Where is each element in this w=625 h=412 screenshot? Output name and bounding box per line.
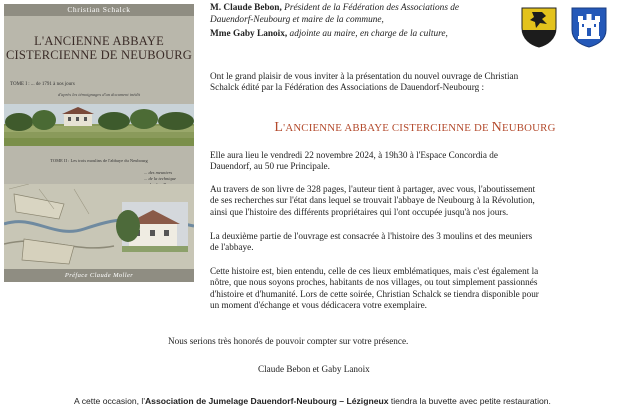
book-cover: [4, 4, 194, 282]
neubourg-crest-icon: [570, 6, 608, 48]
description-line: de ses recherches sur l'état dans lequel se trouvait l'abbaye de Neubourg à la Révolution,: [210, 195, 535, 206]
book-title-initial-n: N: [491, 120, 502, 135]
part2-paragraph: [210, 231, 532, 254]
event-line: Elle aura lieu le vendredi 22 novembre 2024, à 19h30 à l'Espace Concordia de: [210, 150, 498, 160]
header-role-lanoix: adjointe au maire, en charge de la culture,: [289, 29, 448, 39]
cover-title-line1: L'ANCIENNE ABBAYE: [34, 34, 164, 48]
intro-paragraph: [210, 71, 518, 94]
cover-tome2-item: ... de la technique: [144, 176, 176, 181]
event-paragraph: [210, 150, 498, 173]
footer-association: Association de Jumelage Dauendorf-Neubourg – Lézigneux: [144, 396, 389, 406]
part2-line: de l'abbaye.: [210, 242, 254, 253]
intro-line: Ont le grand plaisir de vous inviter à la présentation du nouvel ouvrage de Christian: [210, 71, 519, 81]
header-role-bebon: Président de la Fédération des Associations de: [284, 3, 460, 13]
footer-note: [0, 396, 625, 406]
header-name-bebon: M. Claude Bebon,: [210, 3, 282, 13]
cover-tome1-subtitle: d'après les témoignages d'un document inédit: [57, 92, 141, 97]
closing-text: Nous serions très honorés de pouvoir compter sur votre présence.: [168, 336, 409, 346]
part2-line: La deuxième partie de l'ouvrage est consacrée à l'histoire des 3 moulins et des meuniers: [210, 231, 533, 241]
cover-author: Christian Schalck: [4, 4, 194, 16]
footer-prefix: A cette occasion, l': [74, 396, 145, 406]
event-line: Dauendorf, au 50 rue Principale.: [210, 161, 330, 172]
cover-preface: Préface Claude Moller: [4, 269, 194, 282]
signature: [258, 364, 370, 375]
cover-tome2-item: ... des meuniers: [144, 170, 173, 175]
cover-title-line2: CISTERCIENNE DE NEUBOURG: [5, 48, 193, 62]
historic-map-illustration: [4, 184, 194, 269]
header-role-bebon-cont: Dauendorf-Neubourg et maire de la commune,: [210, 15, 384, 25]
abbey-photo: [4, 104, 194, 146]
footer-suffix: tiendra la buvette avec petite restauration.: [388, 396, 551, 406]
book-title-initial-l: L: [274, 120, 284, 135]
history-line: d'histoire et d'humanité. Lors de cette soirée, Christian Schalck se tiendra disponible pour: [210, 288, 539, 299]
description-paragraph: [210, 184, 535, 218]
cover-title: [4, 34, 194, 62]
header-line2: [210, 15, 384, 26]
book-title-part2: EUBOURG: [501, 122, 556, 134]
description-line: Au travers de son livre de 328 pages, l'auteur tient à partager, avec vous, l'aboutissement: [210, 184, 536, 194]
history-line: nôtre, que nous soyons proches, habitants de nos villages, ou tout simplement passionnés: [210, 277, 538, 288]
history-line: Cette histoire est, bien entendu, celle de ces lieux emblématiques, mais c'est également la: [210, 266, 539, 276]
signature-text: Claude Bebon et Gaby Lanoix: [258, 364, 370, 374]
history-paragraph: [210, 266, 539, 311]
description-line: ainsi que l'histoire des différents propriétaires qui l'ont occupée jusqu'à nos jours.: [210, 206, 509, 217]
book-title: [210, 120, 620, 136]
book-title-part1: 'ANCIENNE ABBAYE CISTERCIENNE DE: [283, 122, 492, 134]
history-line: un moment d'échange et vous dédicacera votre exemplaire.: [210, 299, 427, 310]
cover-tome1: TOME I : ... de 1791 à nos jours: [10, 82, 75, 87]
header-line1: [210, 3, 459, 14]
dauendorf-crest-icon: [520, 6, 558, 48]
cover-tome2: TOME II : Les trois moulins de l'abbaye du Neubourg: [50, 158, 148, 163]
intro-line: Schalck édité par la Fédération des Associations de Dauendorf-Neubourg :: [210, 82, 485, 93]
header-name-lanoix: Mme Gaby Lanoix,: [210, 29, 288, 39]
header-line3: [210, 29, 448, 40]
closing-line: [168, 336, 408, 347]
